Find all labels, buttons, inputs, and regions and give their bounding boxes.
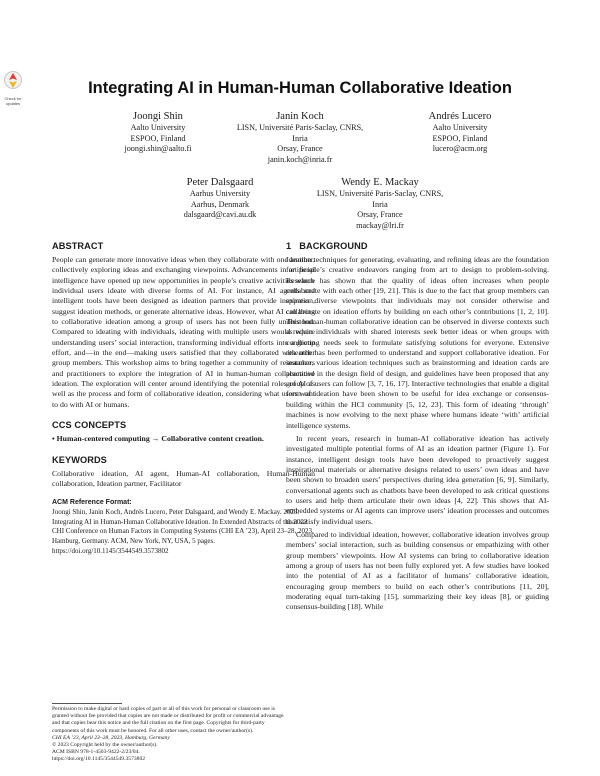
author-email: mackay@lri.fr xyxy=(356,220,404,230)
author-block xyxy=(305,176,455,231)
section-number: 1 xyxy=(286,241,292,251)
author-affiliation: LISN, Université Paris-Saclay, CNRS, xyxy=(236,123,364,132)
author-location: Aarhus, Denmark xyxy=(190,199,250,209)
copyright-footnote xyxy=(52,706,292,764)
author-location: Orsay, France xyxy=(357,210,403,220)
author-affiliation: Aalto University xyxy=(130,123,186,132)
author-email: janin.koch@inria.fr xyxy=(267,154,333,164)
copyright-line: © 2023 Copyright held by the owner/author(s). xyxy=(52,742,158,749)
paper-title: Integrating AI in Human-Human Collaborative Ideation xyxy=(88,79,512,97)
author-affiliation: LISN, Université Paris-Saclay, CNRS, xyxy=(316,189,444,198)
permission-notice: Permission to make digital or hard copies of part or all of this work for personal or classroom use is granted without fee provided that copies are not made or distributed for profit or commercial advantage and that copies bear this notice and the full citation on the first page. Copyrights for third-party components of this work must be honored. For all other uses, contact the owner/author(s). xyxy=(52,706,284,734)
right-column xyxy=(286,240,549,613)
background-heading xyxy=(286,240,549,252)
check-for-updates-icon[interactable] xyxy=(2,70,24,96)
background-paragraph: In recent years, research in human-AI collaborative ideation has actively investigated multiple potential forms of AI as an ideation partner (Figure 1). For instance, intelligent design tools have been developed to proactively suggest inspirational materials or alternative designs related to users’ own ideas and have been shown to broaden users’ perspectives during idea generation [6, 9]. Similarly, conversational agents such as chatbots have been developed to ask critical questions to users and help them articulate their own ideas [4, 22]. This shows that AI-embedded systems or AI agents can improve users’ ideation processes and outcomes that satisfy individual users. xyxy=(286,433,549,526)
author-name: Joongi Shin xyxy=(133,111,183,122)
author-name: Peter Dalsgaard xyxy=(186,177,254,188)
acm-reference-heading: ACM Reference Format: xyxy=(52,499,132,507)
author-name: Janin Koch xyxy=(276,111,324,122)
keywords-text: Collaborative ideation, AI agent, Human-AI collaboration, Human-Human collaboration, Ideation partner, Facilitator xyxy=(52,468,315,488)
author-location: Orsay, France xyxy=(277,144,323,154)
ccs-text: • Human-centered computing → Collaborative content creation. xyxy=(52,434,264,444)
section-title: BACKGROUND xyxy=(299,241,368,251)
author-affiliation: Aalto University xyxy=(432,123,488,132)
author-location: ESPOO, Finland xyxy=(432,133,488,143)
doi-link[interactable]: https://doi.org/10.1145/3544549.3573802 xyxy=(52,756,146,763)
author-email: joongi.shin@aalto.fi xyxy=(124,144,192,154)
author-email: lucero@acm.org xyxy=(432,144,488,154)
left-column xyxy=(52,240,315,556)
author-block xyxy=(160,176,280,221)
abstract-heading: ABSTRACT xyxy=(52,241,104,251)
abstract-text: People can generate more innovative ideas when they collaborate with one another, collectively exploring ideas and exchanging viewpoints. Advancements in artificial intelligence have opened up new opportunities in people’s creative activities where individual users ideate with diverse forms of AI. For instance, AI agents and intelligent tools have been designed as ideation partners that provide inspiration, suggest ideation methods, or generate alternative ideas. However, what AI can bring to collaborative ideation among a group of users has not been fully understood. Compared to ideating with individuals, ideating with multiple users would require understanding users’ social interaction, transforming individual efforts into a group effort, and—in the end—making users satisfied that they collaborated with other group members. This workshop aims to bring together a community of researchers and practitioners to explore the integration of AI in human-human collaborative ideation. The exploration will center around identifying the potential roles of AI as well as the process and form of collaborative ideation, considering what users want to do with AI or humans. xyxy=(52,255,315,409)
author-block xyxy=(225,110,375,165)
keywords-heading: KEYWORDS xyxy=(52,454,107,465)
venue-line: CHI EA ’23, April 23–28, 2023, Hamburg, Germany xyxy=(52,734,170,741)
author-block xyxy=(98,110,218,155)
author-affiliation: Inria xyxy=(292,133,308,143)
isbn-line: ACM ISBN 978-1-4503-9422-2/23/04. xyxy=(52,749,140,756)
background-paragraph: Compared to individual ideation, however, collaborative ideation involves group members’ social interaction, such as building consensus or empathizing with other group members’ viewpoints. How AI systems can bring to collaborative ideation among a group of users has not been fully explored yet. A few studies have looked into the potential of AI as a facilitator of humans’ collaborative ideation, encouraging group members to build on each other’s contributions [11, 20], moderating equal turn-taking [15], summarizing their key ideas [8], or guiding consensus-building [18]. While xyxy=(286,529,549,612)
author-name: Wendy E. Mackay xyxy=(341,177,419,188)
author-affiliation: Inria xyxy=(372,199,388,209)
acm-reference-text: Joongi Shin, Janin Koch, Andrés Lucero, Peter Dalsgaard, and Wendy E. Mackay. 2023. Integrating AI in Human-Human Collaborative Ideation. In Extended Abstracts of the 2023 CHI Conference on Human Factors in Computing Systems (CHI EA ’23), April 23–28, 2023, Hamburg, Germany. ACM, New York, NY, USA, 5 pages. https://doi.org/10.1145/3544549.3573802 xyxy=(52,508,314,555)
author-name: Andrés Lucero xyxy=(428,111,492,122)
author-location: ESPOO, Finland xyxy=(130,133,186,143)
author-email: dalsgaard@cavi.au.dk xyxy=(183,210,257,220)
footnote-divider xyxy=(52,703,122,704)
check-for-updates-label[interactable]: Check for updates xyxy=(4,96,22,106)
ccs-heading: CCS CONCEPTS xyxy=(52,420,127,431)
author-affiliation: Aarhus University xyxy=(189,189,251,198)
author-block xyxy=(400,110,520,155)
background-paragraph: Ideation techniques for generating, evaluating, and refining ideas are the foundation for people’s creative endeavors ranging from art to design to problem-solving. Research has shown that the quality of ideas often increases when people collaborate with each other [19, 21]. This is due to the fact that group members can express diverse viewpoints that individuals may not consider otherwise and collaborate on ideation efforts by building on each other’s contributions [1, 2, 10]. This human-human collaborative ideation can be observed in diverse contexts such as when individuals with shared interests seek better ideas or when groups with conflicting needs seek to formulate satisfying solutions for everyone. Extensive research has been performed to understand and support collaborative ideation. For instance, various ideation techniques such as brainstorming and ideation cards are practiced in the design field of design, and guidelines have been proposed that any group of users can follow [3, 7, 16, 17]. Interactive technologies that enable a digital form of ideation have been shown to be useful for idea exchange or consensus-building within the HCI community [5, 12, 23]. This form of ideating ‘through’ machines is now evolving to the next phase where humans ideate ‘with’ artificial intelligence systems. xyxy=(286,255,549,430)
